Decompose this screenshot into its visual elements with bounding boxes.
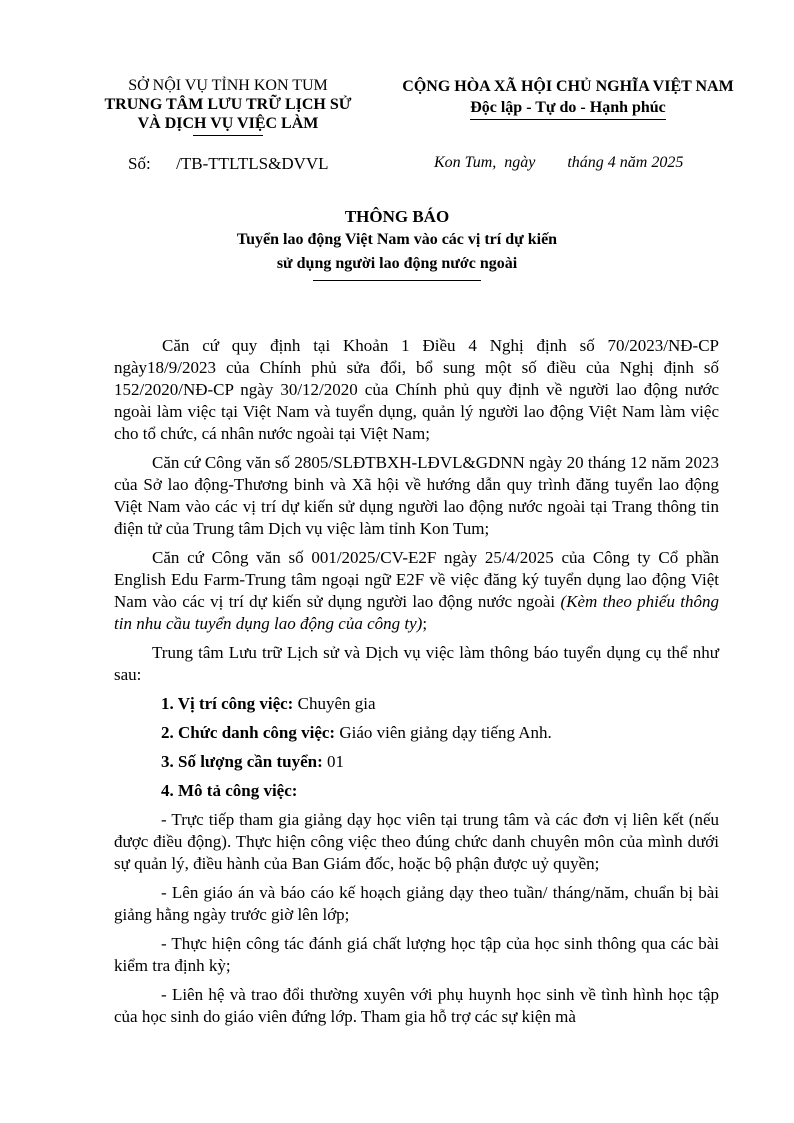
list-item: - Liên hệ và trao đổi thường xuyên với phụ huynh học sinh về tình hình học tập của học sinh do giáo viên đứng lớp. Tham gia hỗ trợ các sự kiện mà xyxy=(114,985,719,1026)
item-value: 01 xyxy=(322,752,345,771)
paragraph-3-text: Căn cứ Công văn số 001/2025/CV-E2F ngày 25/4/2025 của Công ty Cổ phần English Edu Farm-Trung tâm ngoại ngữ E2F về việc đăng ký tuyển dụng lao động Việt Nam vào các vị trí dự kiến sử dụng người lao động nước ngoài xyxy=(114,548,719,611)
document-number: Số: /TB-TTLTLS&DVVL xyxy=(128,154,329,173)
list-item: - Trực tiếp tham gia giảng dạy học viên tại trung tâm và các đơn vị liên kết (nếu được điều động). Thực hiện công việc theo đúng chức danh chuyên môn của mình dưới sự quản lý, điều hành của Ban Giám đốc, hoặc bộ phận được uỷ quyền; xyxy=(114,810,719,873)
item-value: Chuyên gia xyxy=(293,694,376,713)
item-label: 2. Chức danh công việc: xyxy=(161,723,336,742)
ministry-name: SỞ NỘI VỤ TỈNH KON TUM xyxy=(128,77,328,94)
paragraph-legal-basis-1: Căn cứ quy định tại Khoản 1 Điều 4 Nghị định số 70/2023/NĐ-CP ngày18/9/2023 của Chính phủ sửa đổi, bổ sung một số điều của Nghị định số 152/2020/NĐ-CP ngày 30/12/2020 của Chính phủ quy định về người lao động nước ngoài làm việc tại Việt Nam và tuyển dụng, quản lý người lao động Việt Nam làm việc cho tổ chức, cá nhân nước ngoài tại Việt Nam; xyxy=(114,336,719,443)
paragraph-legal-basis-3 xyxy=(114,547,719,635)
document-type: THÔNG BÁO xyxy=(344,207,450,226)
paragraph-announcement: Trung tâm Lưu trữ Lịch sử và Dịch vụ việc làm thông báo tuyển dụng cụ thể như sau: xyxy=(114,643,719,684)
item-value: Giáo viên giảng dạy tiếng Anh. xyxy=(335,723,552,742)
national-motto: Độc lập - Tự do - Hạnh phúc xyxy=(470,97,666,120)
item-job-position xyxy=(114,693,719,715)
org-name-line1: TRUNG TÂM LƯU TRỮ LỊCH SỬ xyxy=(104,96,352,113)
item-job-title xyxy=(114,722,719,744)
item-job-description xyxy=(114,780,719,802)
title-line-2: sử dụng người lao động nước ngoài xyxy=(276,255,518,272)
org-name-line2: VÀ DỊCH VỤ VIỆC LÀM xyxy=(137,115,319,132)
paragraph-legal-basis-2: Căn cứ Công văn số 2805/SLĐTBXH-LĐVL&GDNN ngày 20 tháng 12 năm 2023 của Sở lao động-Thương binh và Xã hội về hướng dẫn quy trình đăng tuyển lao động Việt Nam vào các vị trí dự kiến sử dụng người lao động nước ngoài tại Trang thông tin điện tử của Trung tâm Dịch vụ việc làm tỉnh Kon Tum; xyxy=(114,453,719,538)
paragraph-3-end: ; xyxy=(422,614,428,633)
title-underline xyxy=(313,280,481,281)
issuer-underline xyxy=(193,135,263,136)
document-body xyxy=(114,335,719,1035)
item-label: 1. Vị trí công việc: xyxy=(161,694,294,713)
paragraph-3-note: (Kèm theo phiếu thông tin nhu cầu tuyển dụng lao động của công ty) xyxy=(114,592,719,633)
item-quantity xyxy=(114,751,719,773)
issuer-block xyxy=(88,76,368,136)
list-item: - Lên giáo án và báo cáo kế hoạch giảng dạy theo tuần/ tháng/năm, chuẩn bị bài giảng hằng ngày trước giờ lên lớp; xyxy=(114,883,719,924)
place-and-date: Kon Tum, ngày tháng 4 năm 2025 xyxy=(434,154,684,171)
item-label: 3. Số lượng cần tuyển: xyxy=(161,752,323,771)
item-label: 4. Mô tả công việc: xyxy=(161,781,298,800)
list-item: - Thực hiện công tác đánh giá chất lượng học tập của học sinh thông qua các bài kiểm tra định kỳ; xyxy=(114,934,719,975)
title-line-1: Tuyển lao động Việt Nam vào các vị trí dự kiến xyxy=(236,231,558,248)
document-title xyxy=(100,206,694,281)
national-header xyxy=(380,76,756,120)
nation-name: CỘNG HÒA XÃ HỘI CHỦ NGHĨA VIỆT NAM xyxy=(402,78,734,95)
